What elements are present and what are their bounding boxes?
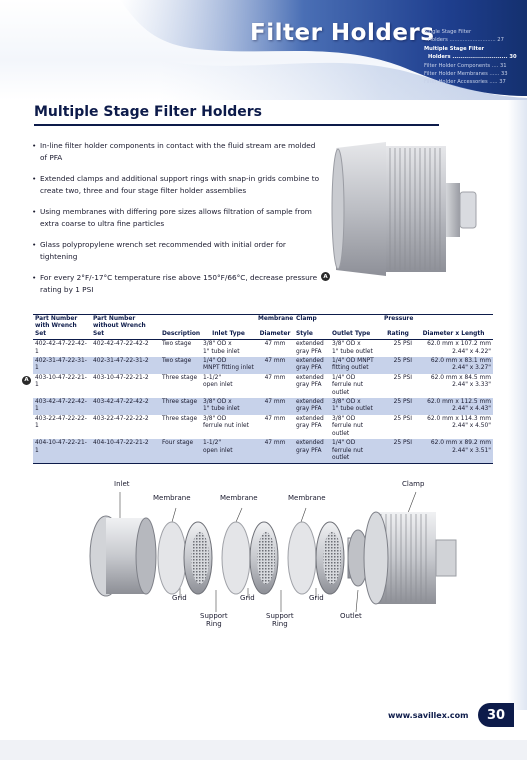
column-header-top xyxy=(414,315,493,324)
column-header: Outlet Type xyxy=(330,323,382,339)
parts-table-wrapper xyxy=(33,314,493,464)
toc-item[interactable]: Filter Holder Membranes ...... 33 xyxy=(424,71,508,78)
toc-item[interactable]: Multiple Stage Filter xyxy=(424,45,485,52)
column-header: Diameter xyxy=(256,323,294,339)
table-cell: 3/8" OD x 1" tube outlet xyxy=(330,398,382,415)
table-cell: extended gray PFA xyxy=(296,374,324,389)
table-cell: 1-1/2" open inlet xyxy=(201,439,256,464)
table-cell: 25 PSI xyxy=(393,341,412,348)
toc-item[interactable]: Filter Holder Accessories ..... 37 xyxy=(424,79,506,86)
exploded-assembly-diagram xyxy=(76,478,476,638)
table-body xyxy=(33,340,493,464)
table-cell: 62.0 mm x 107.2 mm 2.44" x 4.22" xyxy=(427,341,491,355)
bullet-item: • Glass polypropylene wrench set recommended with initial order for tightening xyxy=(32,239,322,262)
title-divider xyxy=(34,124,439,126)
column-header-top: Part Number xyxy=(33,315,91,324)
table-cell: 25 PSI xyxy=(382,357,414,374)
table-cell: 62.0 mm x 83.1 mm 2.44" x 3.27" xyxy=(414,357,493,374)
table-row xyxy=(33,340,493,357)
column-header: Rating xyxy=(382,323,414,339)
table-row xyxy=(33,357,493,374)
column-header: Style xyxy=(294,323,330,339)
table-cell: 402-31-47-22-31-1 xyxy=(33,357,91,374)
label-membrane-3: Membrane xyxy=(288,494,326,502)
table-cell: 1/4" OD ferrule nut outlet xyxy=(330,439,382,464)
table-cell: 47 mm xyxy=(264,374,286,381)
table-cell: 404-10-47-22-21-1 xyxy=(33,439,91,464)
table-cell: 62.0 mm x 114.3 mm 2.44" x 4.50" xyxy=(427,415,491,430)
bullet-item: • For every 2°F/-17°C temperature rise above 150°F/66°C, decrease pressure rating by 1 PSI xyxy=(32,272,322,295)
column-header-top: Clamp xyxy=(294,315,330,324)
row-callout-badge-a: A xyxy=(22,376,31,385)
table-cell: 3/8" OD x 1" tube inlet xyxy=(203,341,240,355)
toc-item[interactable]: Single Stage Filter xyxy=(424,29,472,35)
table-cell: 25 PSI xyxy=(393,374,412,381)
table-header-row-2 xyxy=(33,323,493,339)
table-cell: extended gray PFA xyxy=(296,415,324,430)
label-clamp: Clamp xyxy=(402,480,425,488)
label-grid-2: Grid xyxy=(240,594,255,602)
column-header-top: Part Number xyxy=(91,315,160,324)
side-decoration-strip xyxy=(508,100,527,710)
column-header: with Wrench Set xyxy=(33,323,91,339)
label-grid-1: Grid xyxy=(172,594,187,602)
table-of-contents xyxy=(424,28,517,87)
table-cell: 47 mm xyxy=(264,341,286,348)
bullet-item: • Using membranes with differing pore sizes allows filtration of sample from extra coarse to ultra fine particles xyxy=(32,206,322,229)
label-outlet: Outlet xyxy=(340,612,362,620)
table-row xyxy=(33,415,493,439)
table-cell: Four stage xyxy=(160,439,201,464)
column-header: without Wrench Set xyxy=(91,323,160,339)
table-cell: 1/4" OD MNPT fitting inlet xyxy=(201,357,256,374)
column-header-top xyxy=(201,315,256,324)
toc-item[interactable]: Holders ............................ 30 xyxy=(428,54,517,61)
page-header xyxy=(0,0,527,100)
parts-table xyxy=(33,314,493,464)
table-cell: extended gray PFA xyxy=(294,398,330,415)
table-cell: 3/8" OD ferrule nut inlet xyxy=(203,415,249,430)
header-title: Filter Holders xyxy=(250,20,435,46)
column-header-top xyxy=(160,315,201,324)
table-cell: 3/8" OD x 1" tube inlet xyxy=(201,398,256,415)
table-cell: 404-10-47-22-21-2 xyxy=(91,439,160,464)
table-cell: 3/8" OD ferrule nut outlet xyxy=(332,415,364,437)
table-cell: 403-10-47-22-21-2 xyxy=(93,374,149,381)
table-cell: 62.0 mm x 112.5 mm 2.44" x 4.43" xyxy=(414,398,493,415)
table-cell: extended gray PFA xyxy=(294,439,330,464)
label-grid-3: Grid xyxy=(309,594,324,602)
table-cell: 3/8" OD x 1" tube outlet xyxy=(332,341,373,355)
section-title: Multiple Stage Filter Holders xyxy=(34,104,263,120)
label-inlet: Inlet xyxy=(114,480,130,488)
table-cell: 403-22-47-22-22-1 xyxy=(35,415,87,430)
product-image-filter-holder xyxy=(316,128,482,288)
label-support-ring-2: Support Ring xyxy=(266,612,294,628)
table-cell: Two stage xyxy=(162,341,192,348)
column-header: Inlet Type xyxy=(201,323,256,339)
toc-item[interactable]: Holders ............................ 27 xyxy=(428,37,504,44)
table-cell: 403-10-47-22-21-1 xyxy=(35,374,87,389)
table-cell: 47 mm xyxy=(256,439,294,464)
table-cell: 62.0 mm x 84.5 mm 2.44" x 3.33" xyxy=(430,374,491,389)
table-row xyxy=(33,439,493,464)
column-header: Diameter x Length xyxy=(414,323,493,339)
table-cell: 47 mm xyxy=(256,357,294,374)
table-cell: 25 PSI xyxy=(393,415,412,422)
table-cell: Three stage xyxy=(162,374,198,381)
label-support-ring-1: Support Ring xyxy=(200,612,228,628)
table-cell: 1/4" OD ferrule nut outlet xyxy=(332,374,364,396)
table-cell: Two stage xyxy=(160,357,201,374)
table-cell: 402-31-47-22-31-2 xyxy=(91,357,160,374)
callout-badge-a: A xyxy=(321,272,330,281)
table-cell: Three stage xyxy=(160,398,201,415)
column-header: Description xyxy=(160,323,201,339)
table-cell: extended gray PFA xyxy=(294,357,330,374)
table-cell: 25 PSI xyxy=(382,439,414,464)
column-header-top xyxy=(330,315,382,324)
table-cell: 1-1/2" open inlet xyxy=(203,374,233,389)
feature-bullet-list xyxy=(32,140,322,305)
table-cell: 402-42-47-22-42-1 xyxy=(35,341,87,355)
bullet-item: • Extended clamps and additional support rings with snap-in grids combine to create two, three and four stage filter holder assemblies xyxy=(32,173,322,196)
table-cell: 1/4" OD MNPT fitting outlet xyxy=(330,357,382,374)
table-cell: Three stage xyxy=(162,415,198,422)
table-header-row-1 xyxy=(33,315,493,324)
table-cell: 25 PSI xyxy=(382,398,414,415)
table-cell: 403-42-47-22-42-2 xyxy=(91,398,160,415)
table-cell: 403-22-47-22-22-2 xyxy=(93,415,149,422)
table-cell: extended gray PFA xyxy=(296,341,324,355)
table-row xyxy=(33,398,493,415)
column-header-top: Pressure xyxy=(384,316,414,322)
bottom-decoration-strip xyxy=(0,740,527,760)
table-cell: 402-42-47-22-42-2 xyxy=(93,341,149,348)
footer-website-link[interactable]: www.savillex.com xyxy=(388,711,469,720)
table-cell: 47 mm xyxy=(264,415,286,422)
toc-item[interactable]: Filter Holder Components .... 31 xyxy=(424,62,507,69)
bullet-item: • In-line filter holder components in contact with the fluid stream are molded of PFA xyxy=(32,140,322,163)
table-cell: 403-42-47-22-42-1 xyxy=(33,398,91,415)
page-number: 30 xyxy=(478,703,514,727)
table-cell: 47 mm xyxy=(256,398,294,415)
label-membrane-1: Membrane xyxy=(153,494,191,502)
table-row xyxy=(33,374,493,398)
table-cell: 62.0 mm x 89.2 mm 2.44" x 3.51" xyxy=(414,439,493,464)
label-membrane-2: Membrane xyxy=(220,494,258,502)
column-header-top: Membrane xyxy=(258,316,294,322)
